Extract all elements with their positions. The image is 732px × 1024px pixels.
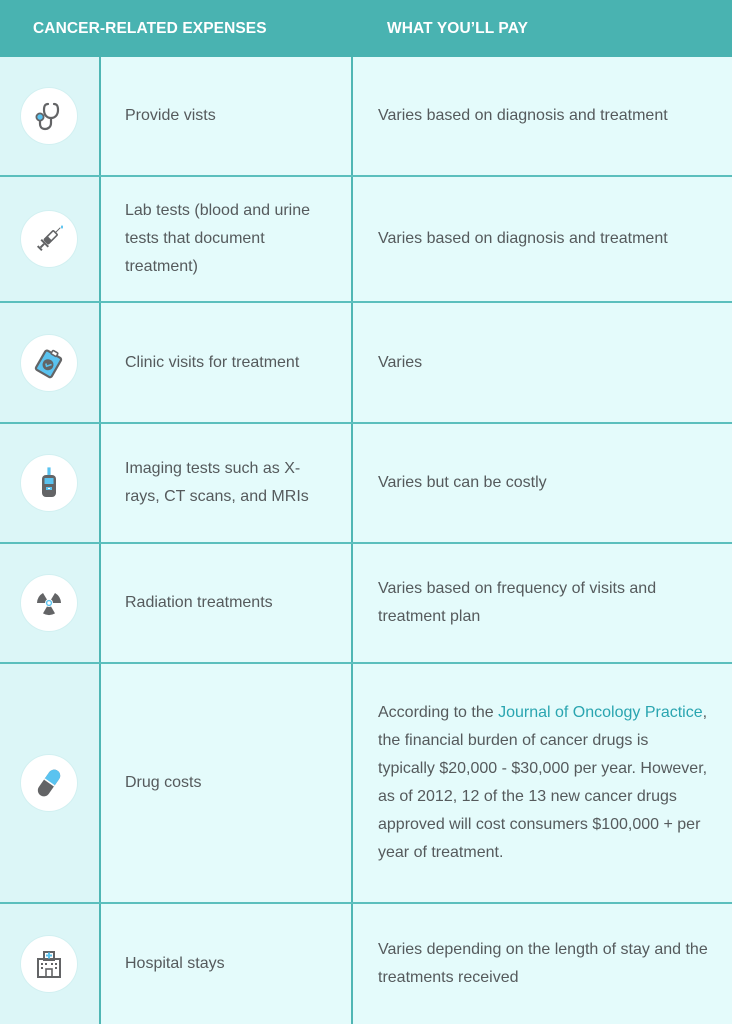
expense-label: Imaging tests such as X-rays, CT scans, and MRIs [101,424,353,542]
expense-label: Drug costs [101,664,353,902]
pay-text-prefix: According to the [378,704,499,721]
table-row [0,177,732,303]
expense-label: Provide vists [101,57,353,175]
glucose-meter-icon [21,455,77,511]
icon-cell [0,544,101,662]
pay-value [353,664,732,902]
icon-cell [0,303,101,422]
expense-label: Radiation treatments [101,544,353,662]
pay-value: Varies based on diagnosis and treatment [353,57,732,175]
pay-value: Varies based on diagnosis and treatment [353,177,732,301]
table-row [0,664,732,904]
expense-label: Hospital stays [101,904,353,1024]
table-header [0,0,732,57]
header-expenses: CANCER-RELATED EXPENSES [33,19,267,37]
icon-cell [0,904,101,1024]
journal-of-oncology-practice-link[interactable]: Journal of Oncology Practice [498,704,703,721]
syringe-icon [21,211,77,267]
table-row [0,424,732,544]
expense-label: Clinic visits for treatment [101,303,353,422]
icon-cell [0,424,101,542]
pay-value: Varies [353,303,732,422]
table-row [0,904,732,1024]
header-what-you-pay: WHAT YOU’LL PAY [387,19,529,37]
radiation-icon [21,575,77,631]
icon-cell [0,177,101,301]
stethoscope-icon [21,88,77,144]
table-row [0,303,732,424]
table-row [0,544,732,664]
hospital-icon [21,936,77,992]
icon-cell [0,664,101,902]
pill-capsule-icon [21,755,77,811]
expense-label: Lab tests (blood and urine tests that document treatment) [101,177,353,301]
pay-text-suffix: , the financial burden of cancer drugs is typically $20,000 - $30,000 per year. However, as of 2012, 12 of the 13 new cancer drugs approved will cost consumers $100,000 + per year of treatment. [378,704,708,861]
clipboard-check-icon [21,335,77,391]
icon-cell [0,57,101,175]
pay-value: Varies based on frequency of visits and treatment plan [353,544,732,662]
pay-value: Varies but can be costly [353,424,732,542]
table-row [0,57,732,177]
pay-value: Varies depending on the length of stay and the treatments received [353,904,732,1024]
